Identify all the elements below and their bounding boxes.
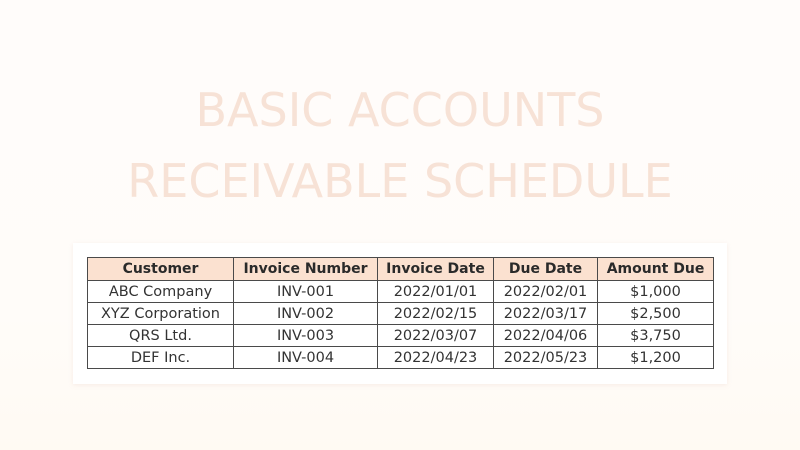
table-row: [88, 303, 714, 325]
cell-invoice-number: INV-001: [234, 281, 378, 303]
accounts-receivable-table: [87, 257, 714, 369]
cell-amount-due: $3,750: [598, 325, 714, 347]
cell-customer: DEF Inc.: [88, 347, 234, 369]
cell-amount-due: $1,000: [598, 281, 714, 303]
cell-customer: QRS Ltd.: [88, 325, 234, 347]
table-row: [88, 325, 714, 347]
page-title-line-1: BASIC ACCOUNTS: [195, 83, 605, 137]
table-row: [88, 347, 714, 369]
cell-due-date: 2022/05/23: [494, 347, 598, 369]
cell-amount-due: $2,500: [598, 303, 714, 325]
cell-due-date: 2022/02/01: [494, 281, 598, 303]
cell-invoice-date: 2022/03/07: [378, 325, 494, 347]
column-header-amount-due: Amount Due: [598, 258, 714, 281]
column-header-invoice-date: Invoice Date: [378, 258, 494, 281]
table-row: [88, 281, 714, 303]
cell-due-date: 2022/04/06: [494, 325, 598, 347]
column-header-invoice-number: Invoice Number: [234, 258, 378, 281]
cell-invoice-number: INV-002: [234, 303, 378, 325]
column-header-customer: Customer: [88, 258, 234, 281]
cell-customer: XYZ Corporation: [88, 303, 234, 325]
cell-amount-due: $1,200: [598, 347, 714, 369]
cell-invoice-date: 2022/04/23: [378, 347, 494, 369]
cell-customer: ABC Company: [88, 281, 234, 303]
column-header-due-date: Due Date: [494, 258, 598, 281]
table-card: [73, 243, 727, 384]
cell-invoice-date: 2022/01/01: [378, 281, 494, 303]
cell-due-date: 2022/03/17: [494, 303, 598, 325]
cell-invoice-number: INV-003: [234, 325, 378, 347]
table-header-row: [88, 258, 714, 281]
cell-invoice-number: INV-004: [234, 347, 378, 369]
cell-invoice-date: 2022/02/15: [378, 303, 494, 325]
page-title-line-2: RECEIVABLE SCHEDULE: [127, 154, 673, 208]
